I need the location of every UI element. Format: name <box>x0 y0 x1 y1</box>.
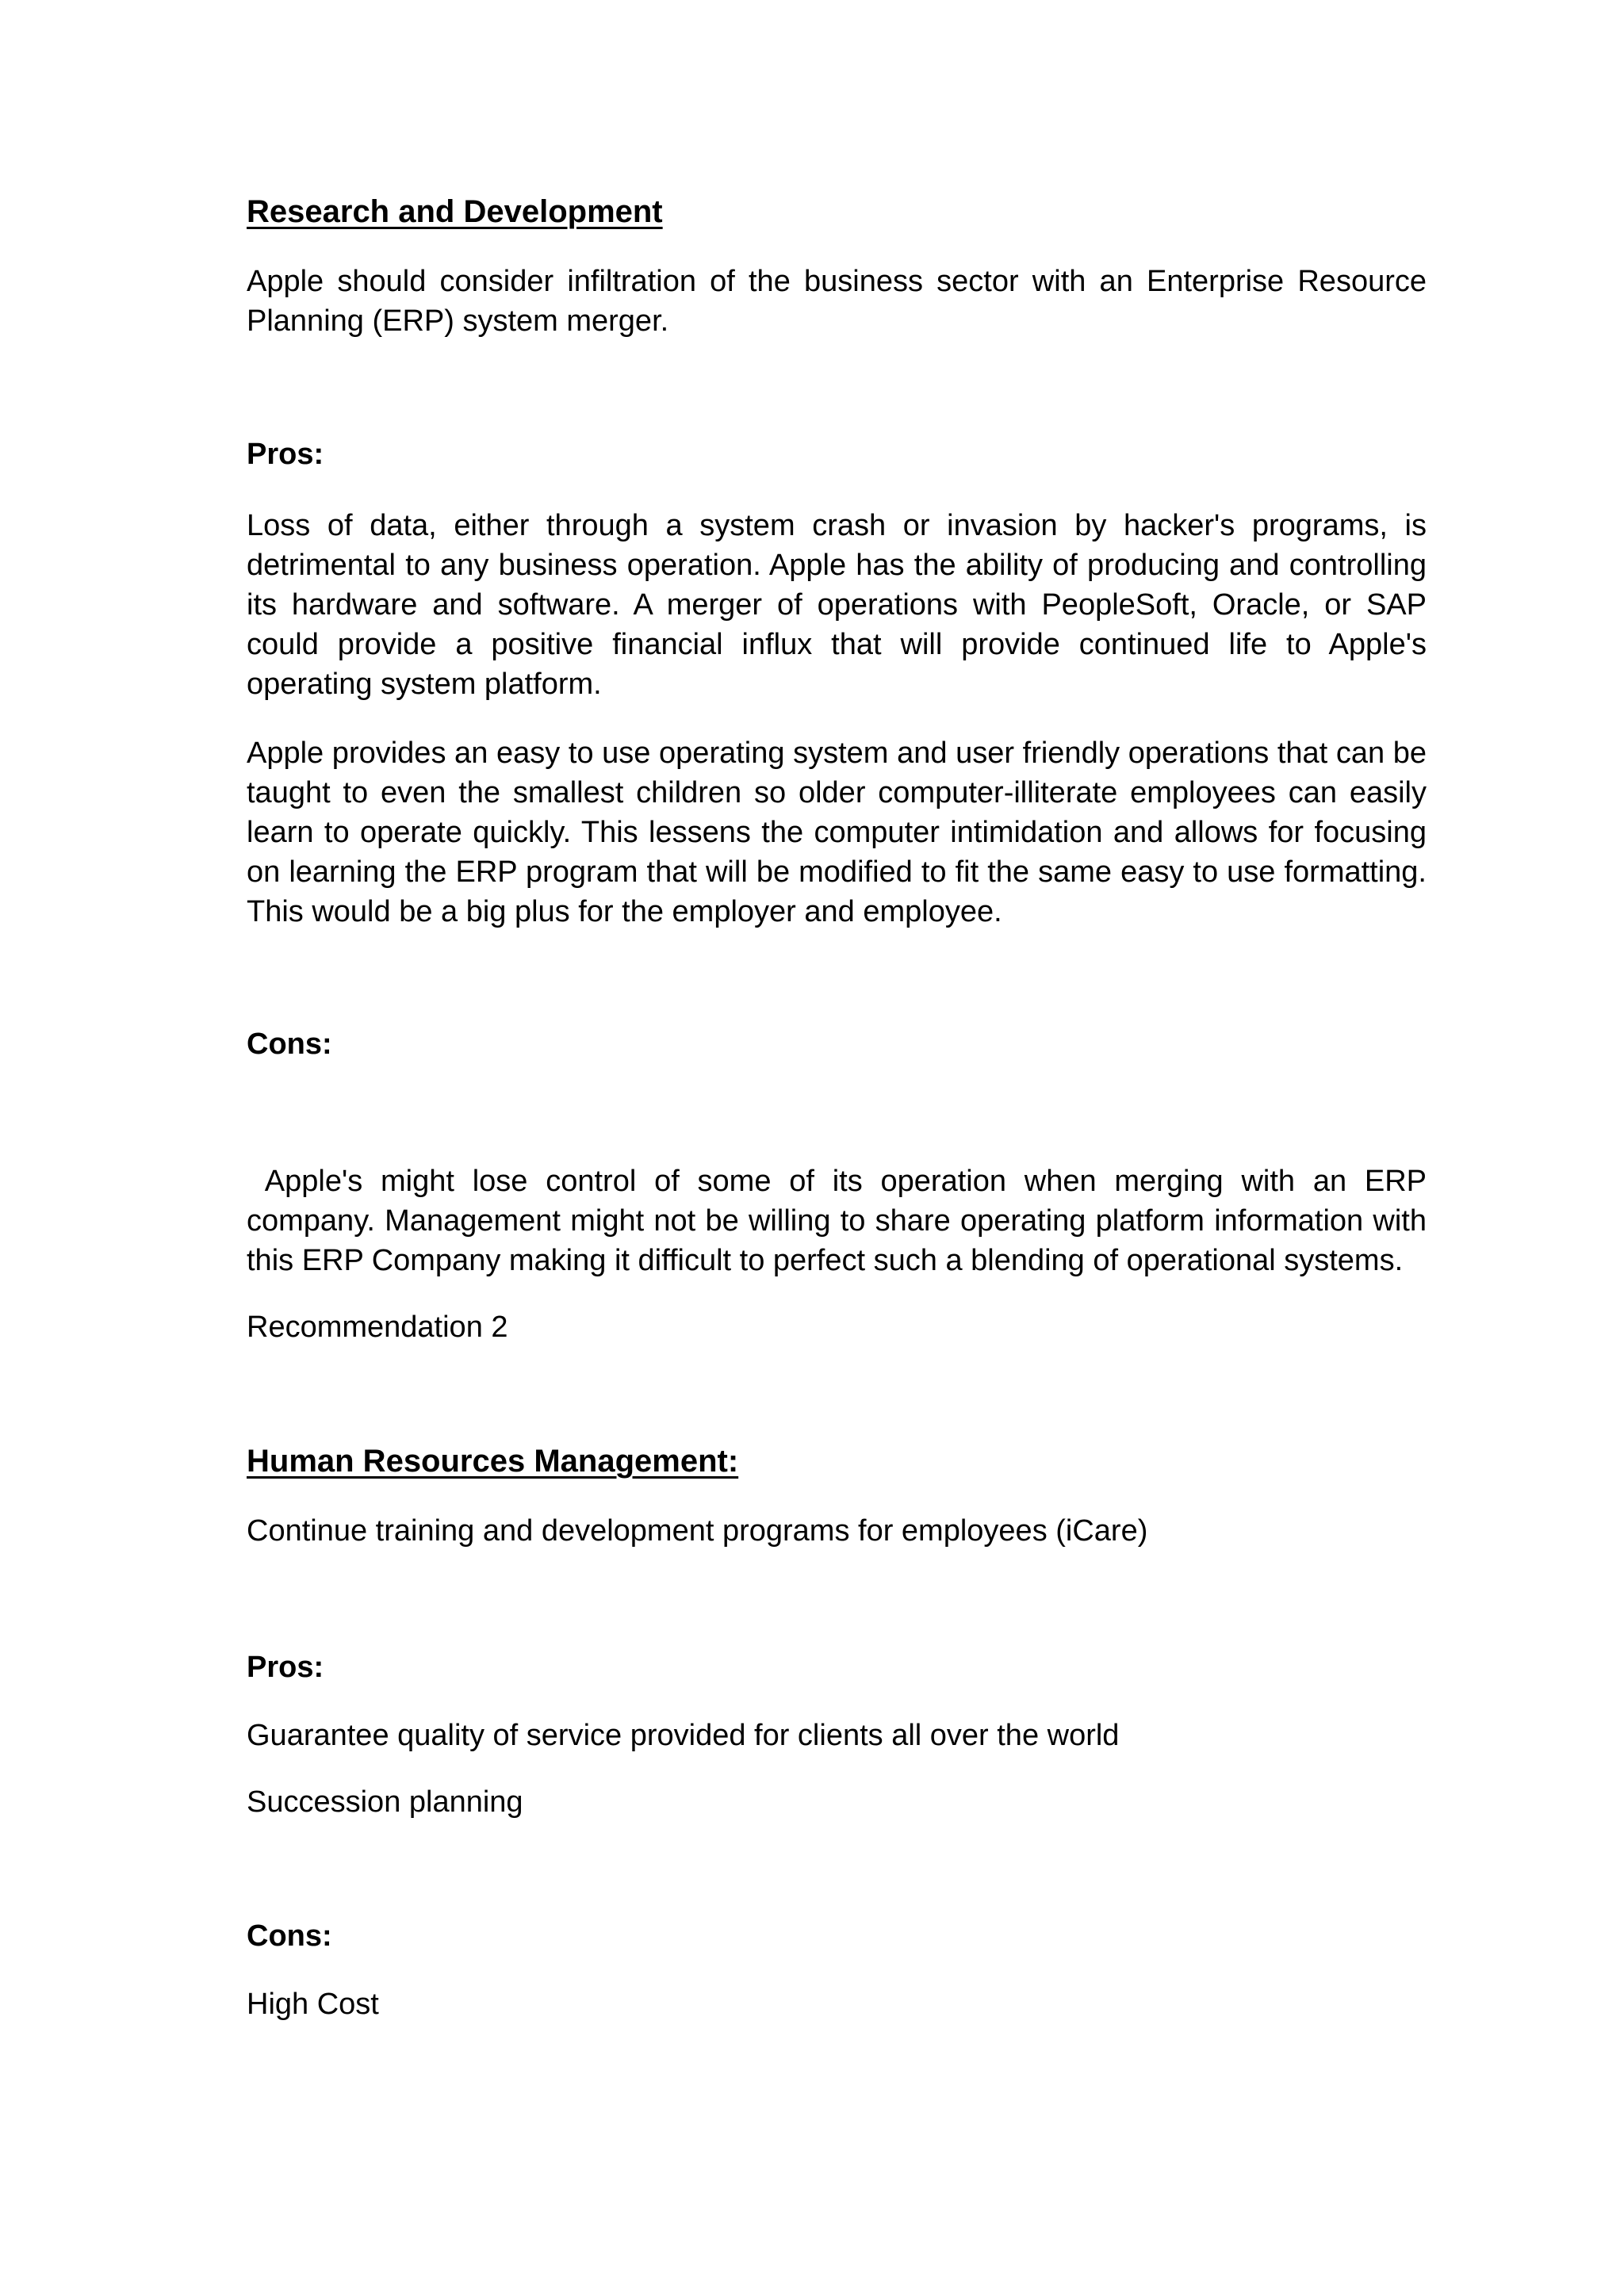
section-heading-research-development: Research and Development <box>247 194 663 229</box>
cons-item: High Cost <box>247 1988 379 2021</box>
section-heading-human-resources: Human Resources Management: <box>247 1444 739 1479</box>
pros-item: Succession planning <box>247 1785 523 1819</box>
pros-label: Pros: <box>247 1651 324 1684</box>
section-intro-research-development: Apple should consider infiltration of the business sector with an Enterprise Resource Planning (ERP) system merger. <box>247 265 1427 338</box>
cons-label: Cons: <box>247 1919 332 1953</box>
cons-paragraph: Apple's might lose control of some of its operation when merging with an ERP company. Management might not be willing to share operating platform information with this ERP Company making it difficult to perfect such a blending of operational systems. <box>247 1165 1435 1277</box>
cons-label: Cons: <box>247 1027 332 1061</box>
pros-item: Guarantee quality of service provided for clients all over the world <box>247 1719 1120 1752</box>
pros-label: Pros: <box>247 438 324 471</box>
pros-paragraph: Apple provides an easy to use operating system and user friendly operations that can be taught to even the smallest children so older computer-illiterate employees can easily learn to operate quickly. This lessens the computer intimidation and allows for focusing on learning the ERP program that will be modified to fit the same easy to use formatting. This would be a big plus for the employer and employee. <box>247 737 1427 928</box>
pros-paragraph: Loss of data, either through a system crash or invasion by hacker's programs, is detrimental to any business operation. Apple has the ability of producing and controlling its hardware and software. A merger of operations with PeopleSoft, Oracle, or SAP could provide a positive financial influx that will provide continued life to Apple's operating system platform. <box>247 509 1427 701</box>
section-intro-human-resources: Continue training and development programs for employees (iCare) <box>247 1514 1148 1548</box>
recommendation-label: Recommendation 2 <box>247 1311 508 1344</box>
